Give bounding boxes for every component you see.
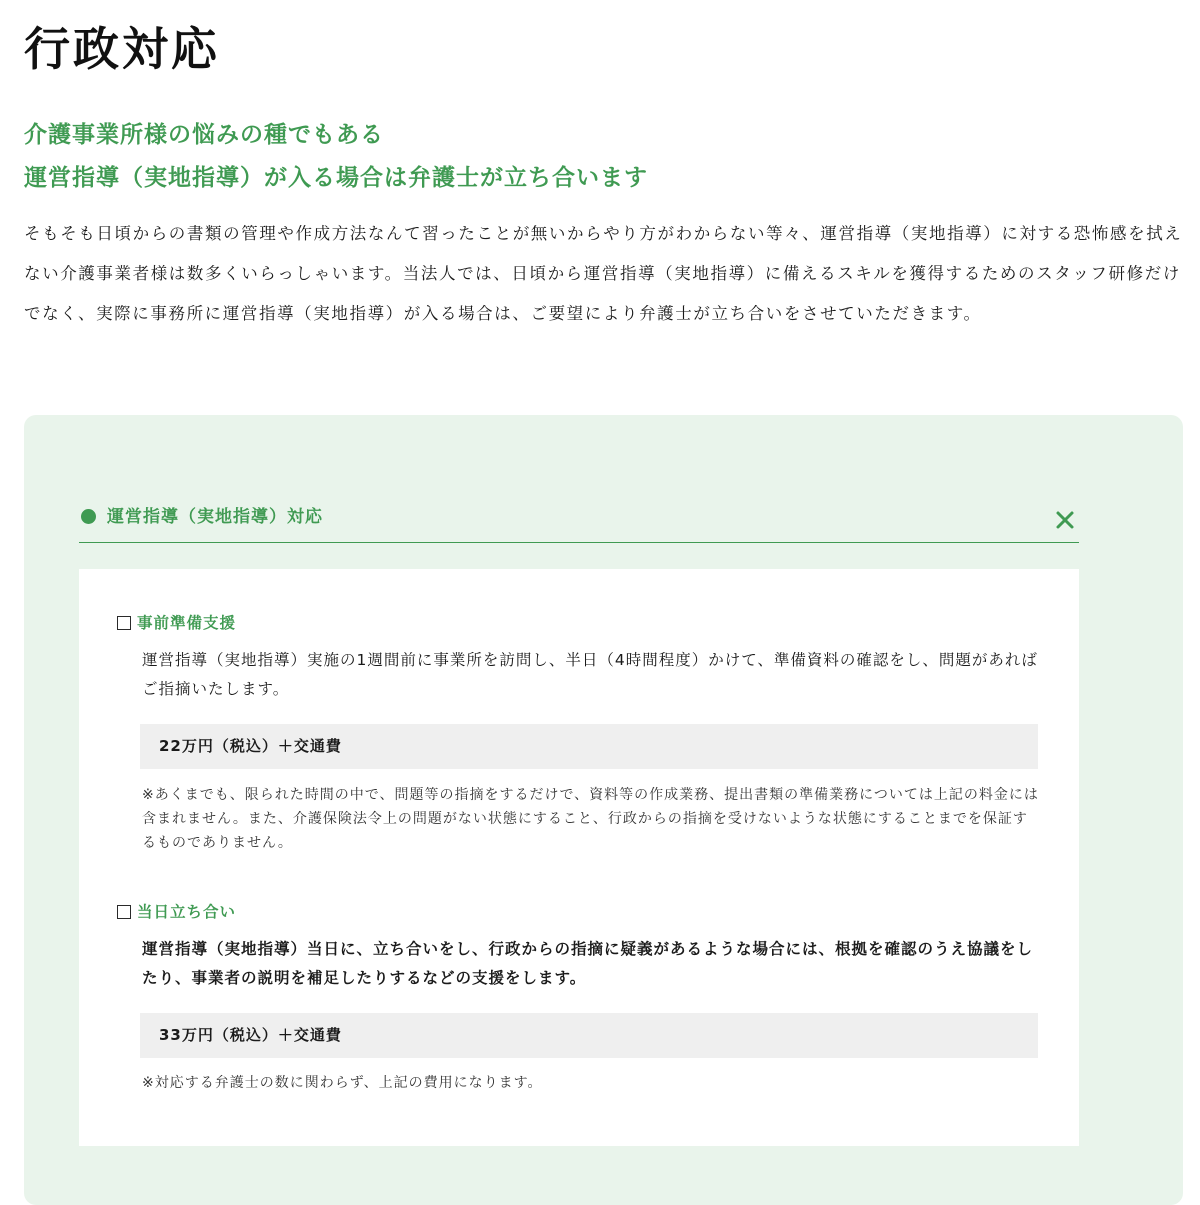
square-bullet-icon (117, 905, 131, 919)
section-note: ※対応する弁護士の数に関わらず、上記の費用になります。 (142, 1075, 543, 1091)
section-title: 事前準備支援 (137, 614, 237, 632)
accordion-title: 運営指導（実地指導）対応 (107, 507, 323, 527)
close-icon-glyph (1053, 508, 1077, 532)
lead-heading (24, 114, 648, 200)
intro-paragraph: そもそも日頃からの書類の管理や作成方法なんて習ったことが無いからやり方がわからない等々、運営指導（実地指導）に対する恐怖感を拭えない介護事業者様は数多くいらっしゃいます。当法人では、日頃から運営指導（実地指導）に備えるスキルを獲得するためのスタッフ研修だけでなく、実際に事務所に運営指導（実地指導）が入る場合は、ご要望により弁護士が立ち合いをさせていただきます。 (24, 224, 1183, 323)
square-bullet-icon (117, 616, 131, 630)
section-title: 当日立ち合い (137, 903, 237, 921)
price-box: 22万円（税込）＋交通費 (140, 724, 1038, 769)
section-heading-attendance (117, 900, 236, 924)
section-note: ※あくまでも、限られた時間の中で、問題等の指摘をするだけで、資料等の作成業務、提出書類の準備業務については上記の料金には含まれません。また、介護保険法令上の問題がない状態にすること、行政からの指摘を受けないような状態にすることまでを保証するものでありません。 (142, 787, 1039, 851)
price-box: 33万円（税込）＋交通費 (140, 1013, 1038, 1058)
close-icon[interactable] (1053, 508, 1077, 532)
lead-line-2: 運営指導（実地指導）が入る場合は弁護士が立ち合います (24, 165, 648, 191)
accordion-header[interactable] (79, 488, 1079, 543)
page-title: 行政対応 (24, 22, 220, 76)
section-description: 運営指導（実地指導）実施の1週間前に事業所を訪問し、半日（4時間程度）かけて、準備資料の確認をし、問題があればご指摘いたします。 (142, 651, 1038, 698)
lead-line-1: 介護事業所様の悩みの種でもある (24, 122, 384, 148)
section-description: 運営指導（実地指導）当日に、立ち合いをし、行政からの指摘に疑義があるような場合には、根拠を確認のうえ協議をしたり、事業者の説明を補足したりするなどの支援をします。 (142, 940, 1034, 987)
bullet-dot-icon (81, 509, 96, 524)
accordion-content (79, 569, 1079, 1146)
section-heading-preparation (117, 611, 236, 635)
